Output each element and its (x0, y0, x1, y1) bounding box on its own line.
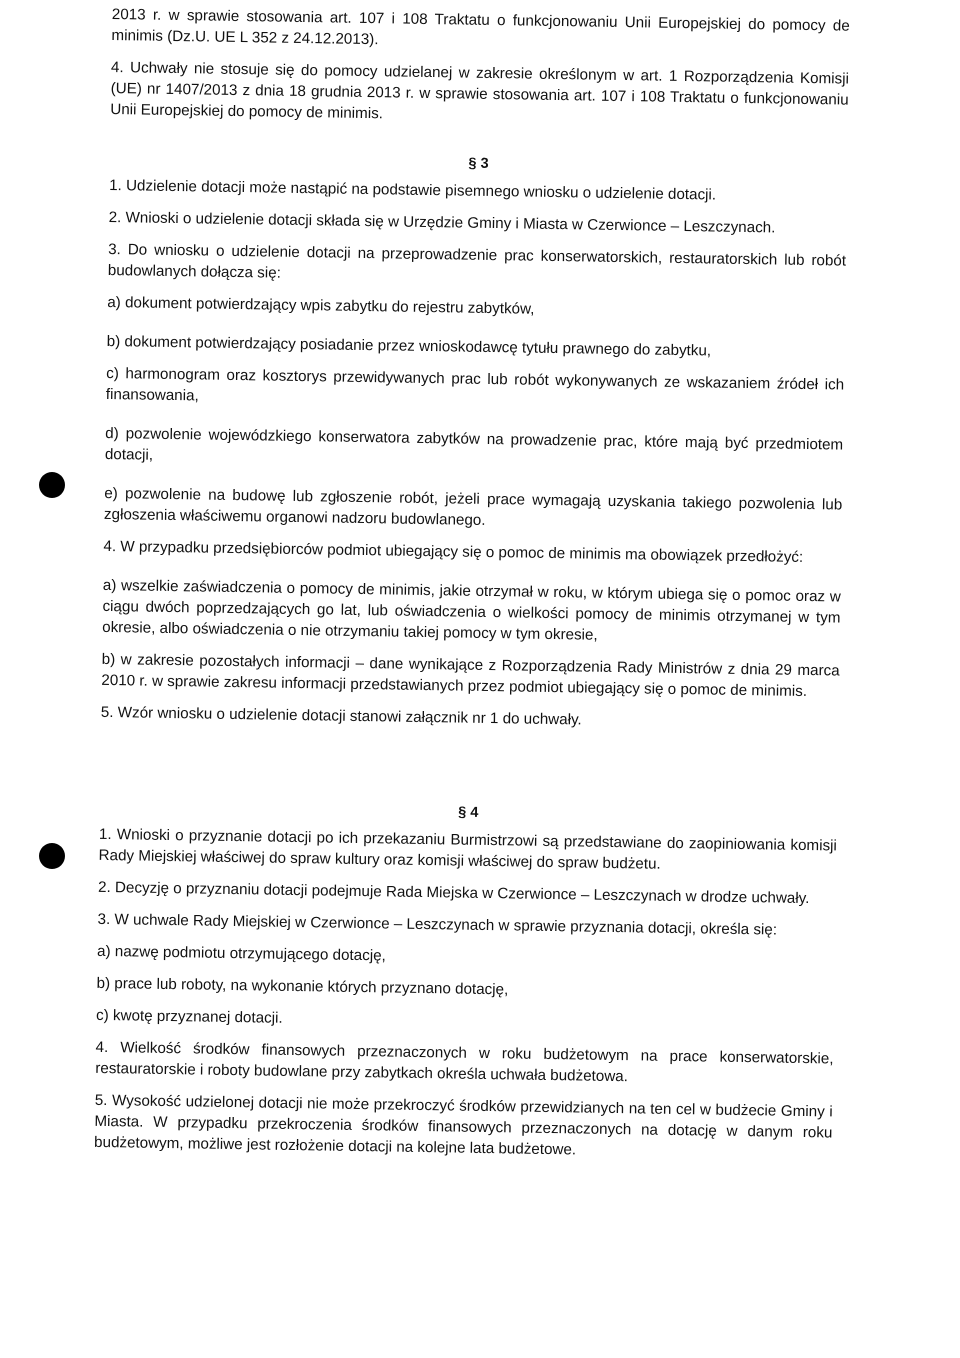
s3-item-3a: a) dokument potwierdzający wpis zabytku do rejestru zabytków, (107, 293, 535, 318)
s4-item-1: 1. Wnioski o przyznanie dotacji po ich przekazaniu Burmistrzowi są przedstawiane do zaopiniowania komisji Rady Miejskiej właściwej do spraw kultury oraz komisji właściwej do spraw budżetu. (98, 825, 837, 873)
s3-item-4: 4. W przypadku przedsiębiorców podmiot ubiegający się o pomoc de minimis ma obowiązek przedłożyć: (103, 537, 804, 566)
s4-item-3a: a) nazwę podmiotu otrzymującego dotację, (96, 942, 386, 965)
s3-item-2: 2. Wnioski o udzielenie dotacji składa się w Urzędzie Gminy i Miasta w Czerwionce – Leszczynach. (108, 208, 776, 237)
s4-item-4: 4. Wielkość środków finansowych przeznaczonych w roku budżetowym na prace konserwatorskie, restauratorskie i roboty budowlane przy zabytkach określa uchwała budżetowa. (95, 1038, 834, 1086)
paragraph-top-2: 4. Uchwały nie stosuje się do pomocy udzielanej w zakresie określonym w art. 1 Rozporządzenia Komisji (UE) nr 1407/2013 z dnia 18 grudnia 2013 r. w sprawie stosowania art. 107 i 108 Traktatu o funkcjonowaniu Unii Europejskiej do pomocy de minimis. (110, 58, 850, 123)
s3-item-5: 5. Wzór wniosku o udzielenie dotacji stanowi załącznik nr 1 do uchwały. (100, 703, 582, 729)
s3-item-4a: a) wszelkie zaświadczenia o pomocy de minimis, jakie otrzymał w roku, w którym ubiega się o pomoc oraz w ciągu dwóch poprzedzających go lat, lub oświadczenia o wielkości pomocy de minimis otrzymanej w tym okresie, albo oświadczenia o nie otrzymaniu takiej pomocy w tym okresie, (102, 576, 841, 644)
s3-item-3b: b) dokument potwierdzający posiadanie przez wnioskodawcę tytułu prawnego do zabytku, (106, 332, 712, 360)
paragraph-top-1: 2013 r. w sprawie stosowania art. 107 i 108 Traktatu o funkcjonowaniu Unii Europejskiej do pomocy de minimis (Dz.U. UE L 352 z 24.12.2013). (111, 5, 850, 49)
document-body (94, 4, 850, 1164)
punch-hole-upper (39, 472, 65, 498)
s3-item-3: 3. Do wniosku o udzielenie dotacji na przeprowadzenie prac konserwatorskich, restauratorskich lub robót budowlanych dołącza się: (107, 240, 847, 282)
s3-item-3d: d) pozwolenie wojewódzkiego konserwatora zabytków na prowadzenie prac, które mają być przedmiotem dotacji, (104, 424, 844, 464)
s4-item-3c: c) kwotę przyznanej dotacji. (95, 1006, 283, 1027)
s4-item-5: 5. Wysokość udzielonej dotacji nie może przekroczyć środków przewidzianych na ten cel w budżecie Gminy i Miasta. W przypadku przekroczenia środków finansowych przeznaczonych na dotację w danym roku budżetowym, możliwe jest rozłożenie dotacji na kolejne lata budżetowe. (93, 1091, 833, 1159)
s4-item-3b: b) prace lub roboty, na wykonanie których przyznano dotację, (96, 974, 509, 999)
s4-item-2: 2. Decyzję o przyznaniu dotacji podejmuje Rada Miejska w Czerwionce – Leszczynach w drodze uchwały. (97, 878, 810, 908)
s3-item-1: 1. Udzielenie dotacji może nastąpić na podstawie pisemnego wniosku o udzielenie dotacji. (109, 176, 717, 204)
punch-hole-lower (39, 843, 65, 869)
section-4-title: § 4 (458, 804, 479, 821)
s3-item-4b: b) w zakresie pozostałych informacji – dane wynikające z Rozporządzenia Rady Ministrów z dnia 29 marca 2010 r. w sprawie zakresu informacji przedstawianych przez podmiot ubiegający się o pomoc de minimis. (101, 650, 840, 701)
s3-item-3e: e) pozwolenie na budowę lub zgłoszenie robót, jeżeli prace wymagają uzyskania takiego pozwolenia lub zgłoszenia właściwemu organowi nadzoru budowlanego. (103, 484, 843, 529)
s3-item-3c: c) harmonogram oraz kosztorys przewidywanych prac lub robót wykonywanych ze wskazaniem źródeł ich finansowania, (105, 364, 845, 405)
section-3-title: § 3 (468, 155, 489, 172)
s4-item-3: 3. W uchwale Rady Miejskiej w Czerwionce – Leszczynach w sprawie przyznania dotacji, określa się: (97, 910, 778, 939)
